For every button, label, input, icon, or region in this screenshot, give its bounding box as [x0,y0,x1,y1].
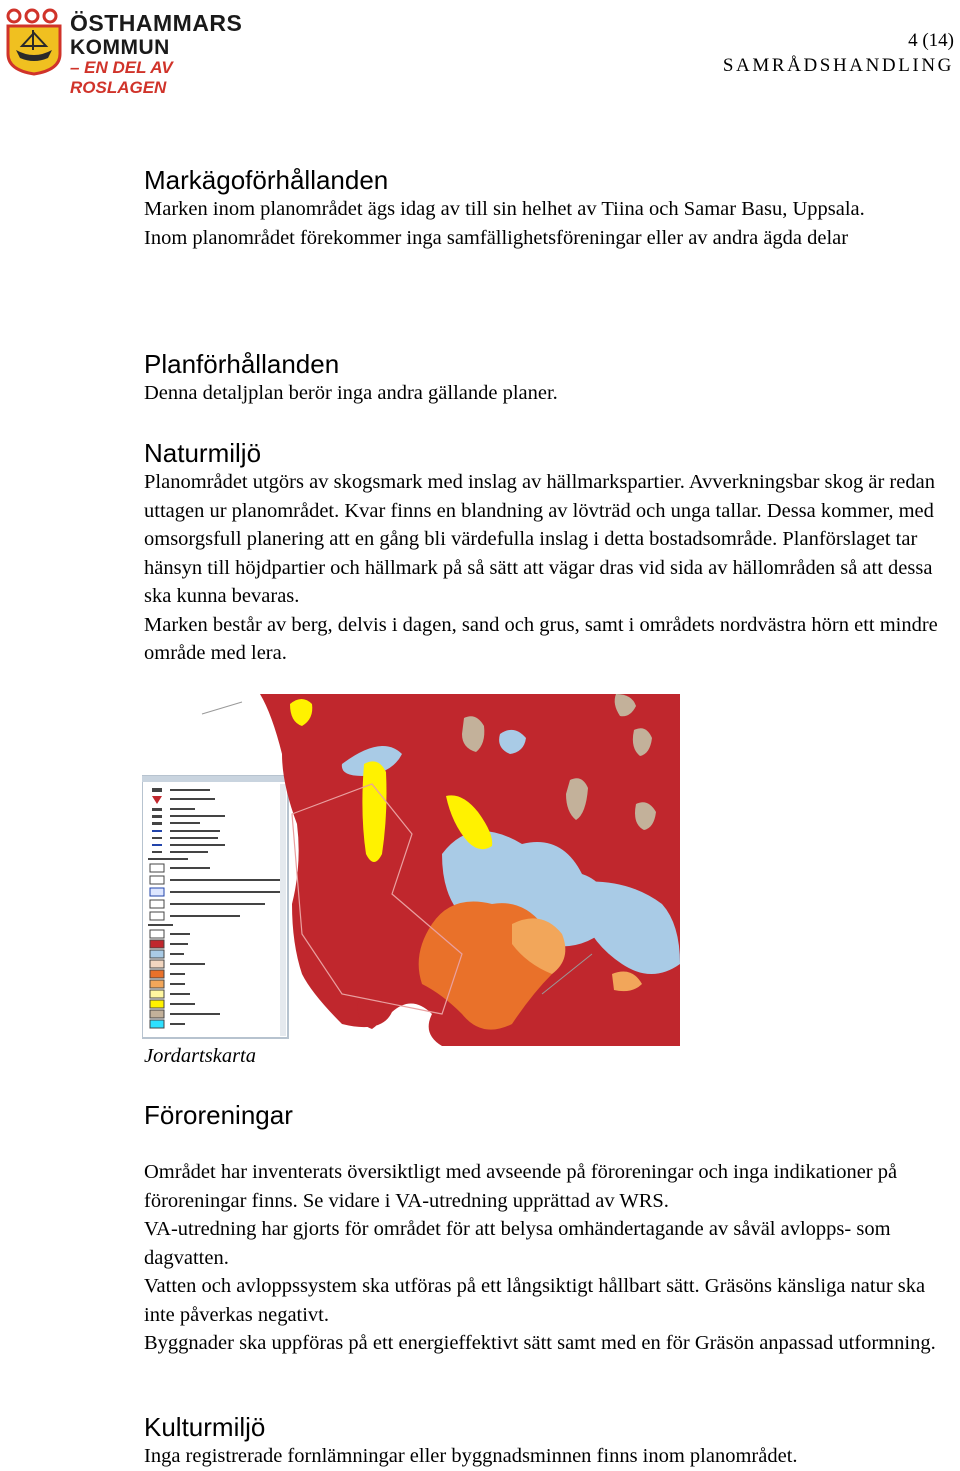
coat-of-arms-icon [4,8,64,76]
paragraph: Inga registrerade fornlämningar eller byggnadsminnen finns inom planområdet. [144,1445,798,1467]
paragraph: Marken inom planområdet ägs idag av till sin helhet av Tiina och Samar Basu, Uppsala. [144,198,865,220]
section-kulturmiljo [144,1412,960,1471]
logo-title: ÖSTHAMMARS [70,10,243,36]
document-type: SAMRÅDSHANDLING [722,55,954,76]
paragraph: Inom planområdet förekommer inga samfällighetsföreningar eller av andra ägda delar [144,226,849,249]
section-title: Föroreningar [144,1100,293,1130]
section-markagoforhallanden [144,165,960,252]
soil-map [142,694,682,1046]
logo-tagline: – EN DEL AV ROSLAGEN [70,58,173,97]
paragraph: Planområdet utgörs av skogsmark med inslag av hällmarkspartier. Avverkningsbar skog är redan uttagen ur planområdet. Kvar finns en blandning av lövträd och unga tallar. Dessa kommer, med omsorgsfull planering att en gång bli värdefulla inslag i detta bostadsområde. Planförslaget tar hänsyn till höjdpartier och hällmark på så sätt att vägar dras vid sida av hällområden så att dessa ska kunna bevaras. [144,471,935,607]
page-number: 4 (14) [908,30,954,51]
map-legend [142,776,288,1038]
section-planforhallanden [144,349,960,408]
figure-caption: Jordartskarta [144,1045,256,1067]
section-title: Naturmiljö [144,438,262,468]
section-title: Planförhållanden [144,349,340,379]
logo-subtitle: KOMMUN [70,36,170,59]
paragraph: Marken består av berg, delvis i dagen, sand och grus, samt i områdets nordvästra hörn ett mindre område med lera. [144,613,938,664]
section-fororeningar [144,1100,960,1358]
paragraph: Vatten och avloppssystem ska utföras på ett långsiktigt hållbart sätt. Gräsöns känsliga natur ska inte påverkas negativt. [144,1275,926,1326]
paragraph: Denna detaljplan berör inga andra gällande planer. [144,382,558,404]
kommun-logo [4,6,243,97]
section-title: Kulturmiljö [144,1412,266,1442]
section-title: Markägoförhållanden [144,165,389,195]
paragraph: Byggnader ska uppföras på ett energieffektivt sätt samt med en för Gräsön anpassad utformning. [144,1332,936,1354]
paragraph: VA-utredning har gjorts för området för att belysa omhändertagande av såväl avlopps- som dagvatten. [144,1218,891,1269]
section-naturmiljo [144,438,960,668]
paragraph: Området har inventerats översiktligt med avseende på föroreningar och inga indikationer på föroreningar finns. Se vidare i VA-utredning upprättad av WRS. [144,1161,898,1212]
